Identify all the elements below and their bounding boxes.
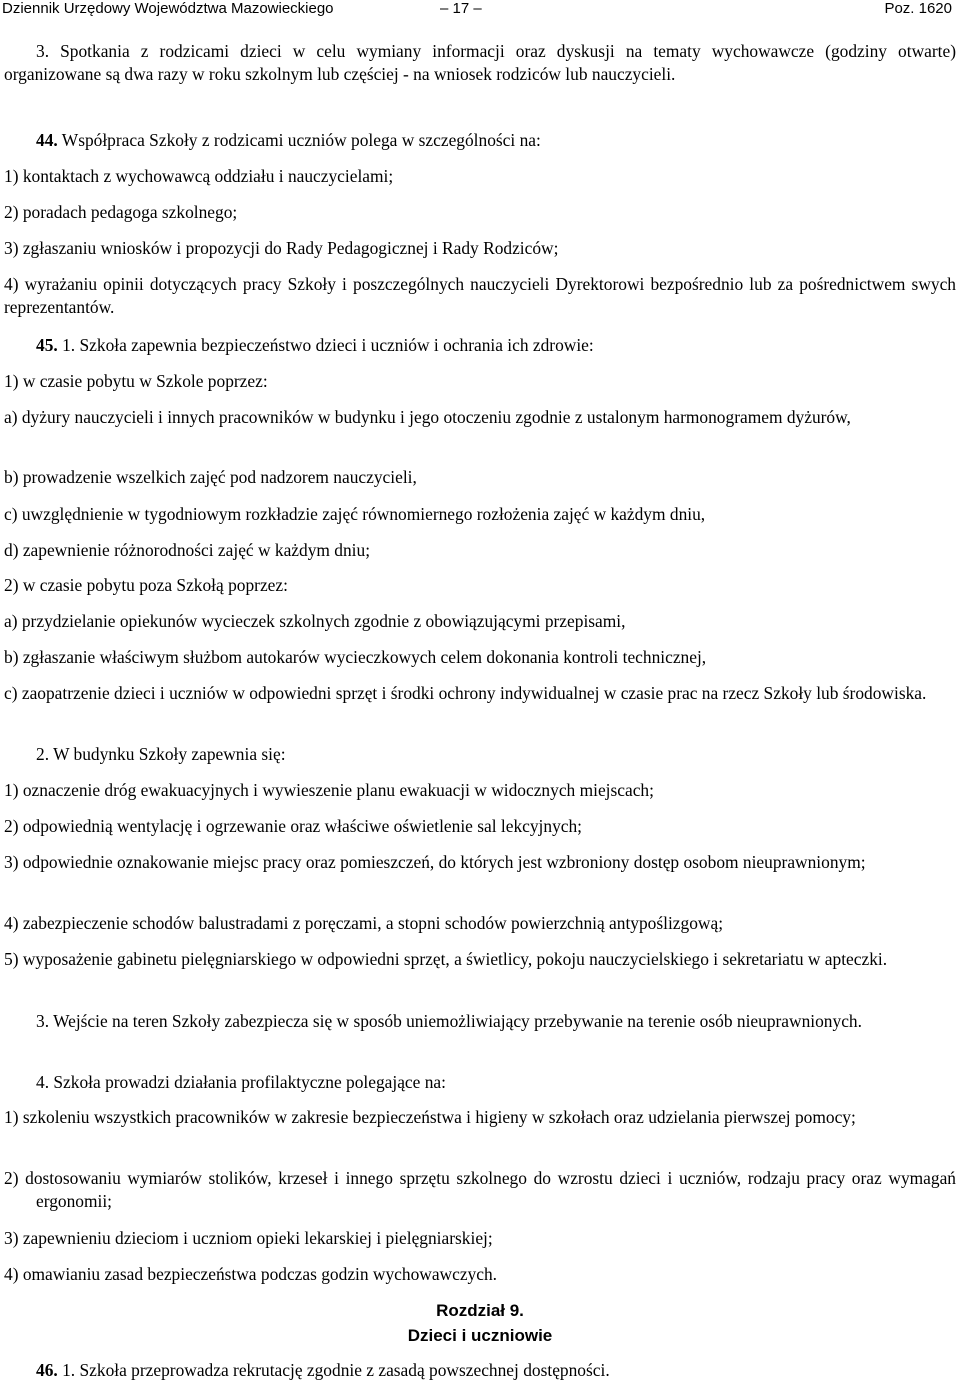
section-45-unit-4: 4. Szkoła prowadzi działania profilaktyczne polegające na: <box>36 1072 446 1092</box>
chapter-subtitle: Dzieci i uczniowie <box>407 1326 553 1345</box>
section-45-number: 45. <box>36 335 58 355</box>
page-number: – 17 – <box>440 0 482 17</box>
list-item: 3) odpowiednie oznakowanie miejsc pracy oraz pomieszczeń, do których jest wzbroniony dostęp osobom nieuprawnionym; <box>4 852 866 872</box>
section-46 <box>4 1359 956 1382</box>
list-item: 3) zgłaszaniu wniosków i propozycji do Rady Pedagogicznej i Rady Rodziców; <box>4 238 559 258</box>
paragraph-3-meetings: 3. Spotkania z rodzicami dzieci w celu wymiany informacji oraz dyskusji na tematy wychowawcze (godziny otwarte) organizowane są dwa razy w roku szkolnym lub częściej - na wniosek rodziców lub nauczycieli. <box>4 41 956 84</box>
list-item: b) zgłaszanie właściwym służbom autokarów wycieczkowych celem dokonania kontroli technicznej, <box>4 647 707 667</box>
list-item: 4) zabezpieczenie schodów balustradami z poręczami, a stopni schodów powierzchnią antypoślizgową; <box>4 913 724 933</box>
section-46-number: 46. <box>36 1360 58 1380</box>
list-item: b) prowadzenie wszelkich zajęć pod nadzorem nauczycieli, <box>4 467 417 487</box>
section-44-intro-text: Współpraca Szkoły z rodzicami uczniów polega w szczególności na: <box>57 130 541 150</box>
list-item: 5) wyposażenie gabinetu pielęgniarskiego w odpowiedni sprzęt, a świetlicy, pokoju nauczycielskiego i sekretariatu w apteczki. <box>4 949 888 969</box>
list-item: a) dyżury nauczycieli i innych pracowników w budynku i jego otoczeniu zgodnie z ustalonym harmonogramem dyżurów, <box>4 407 851 427</box>
section-45-unit-2: 2. W budynku Szkoły zapewnia się: <box>36 744 286 764</box>
section-45-unit-3: 3. Wejście na teren Szkoły zabezpiecza się w sposób uniemożliwiający przebywanie na terenie osób nieuprawnionych. <box>36 1011 862 1031</box>
section-44-number: 44. <box>36 130 58 150</box>
journal-title: Dziennik Urzędowy Województwa Mazowieckiego <box>2 0 334 17</box>
list-item: c) zaopatrzenie dzieci i uczniów w odpowiedni sprzęt i środki ochrony indywidualnej w czasie prac na rzecz Szkoły lub środowiska. <box>4 683 927 703</box>
list-item: 2) odpowiednią wentylację i ogrzewanie oraz właściwe oświetlenie sal lekcyjnych; <box>4 816 583 836</box>
list-item: 1) oznaczenie dróg ewakuacyjnych i wywieszenie planu ewakuacji w widocznych miejscach; <box>4 780 654 800</box>
list-item: 2) dostosowaniu wymiarów stolików, krzeseł i innego sprzętu szkolnego do wzrostu dzieci i uczniów, rodzaju pracy oraz wymagań ergonomii; <box>4 1168 956 1211</box>
list-item: d) zapewnienie różnorodności zajęć w każdym dniu; <box>4 540 371 560</box>
position-number: Poz. 1620 <box>884 0 952 17</box>
list-item: 1) szkoleniu wszystkich pracowników w zakresie bezpieczeństwa i higieny w szkołach oraz udzielania pierwszej pomocy; <box>4 1107 856 1127</box>
section-46-text: 1. Szkoła przeprowadza rekrutację zgodnie z zasadą powszechnej dostępności. <box>57 1360 610 1380</box>
list-item: 1) w czasie pobytu w Szkole poprzez: <box>4 371 268 391</box>
section-45-intro-text: 1. Szkoła zapewnia bezpieczeństwo dzieci i uczniów i ochrania ich zdrowie: <box>57 335 594 355</box>
list-item: a) przydzielanie opiekunów wycieczek szkolnych zgodnie z obowiązującymi przepisami, <box>4 611 626 631</box>
list-item: 2) poradach pedagoga szkolnego; <box>4 202 238 222</box>
list-item: 4) omawianiu zasad bezpieczeństwa podczas godzin wychowawczych. <box>4 1264 498 1284</box>
list-item: 1) kontaktach z wychowawcą oddziału i nauczycielami; <box>4 166 394 186</box>
list-item: 4) wyrażaniu opinii dotyczących pracy Szkoły i poszczególnych nauczycieli Dyrektorowi bezpośrednio lub za pośrednictwem swych reprezentantów. <box>4 274 956 317</box>
section-44-intro <box>4 129 956 152</box>
list-item: 2) w czasie pobytu poza Szkołą poprzez: <box>4 575 288 595</box>
chapter-title: Rozdział 9. <box>436 1301 524 1320</box>
page-header <box>2 0 952 21</box>
list-item: 3) zapewnieniu dzieciom i uczniom opieki lekarskiej i pielęgniarskiej; <box>4 1228 493 1248</box>
list-item: c) uwzględnienie w tygodniowym rozkładzie zajęć równomiernego rozłożenia zajęć w każdym dniu, <box>4 504 706 524</box>
section-45-intro <box>4 334 956 357</box>
